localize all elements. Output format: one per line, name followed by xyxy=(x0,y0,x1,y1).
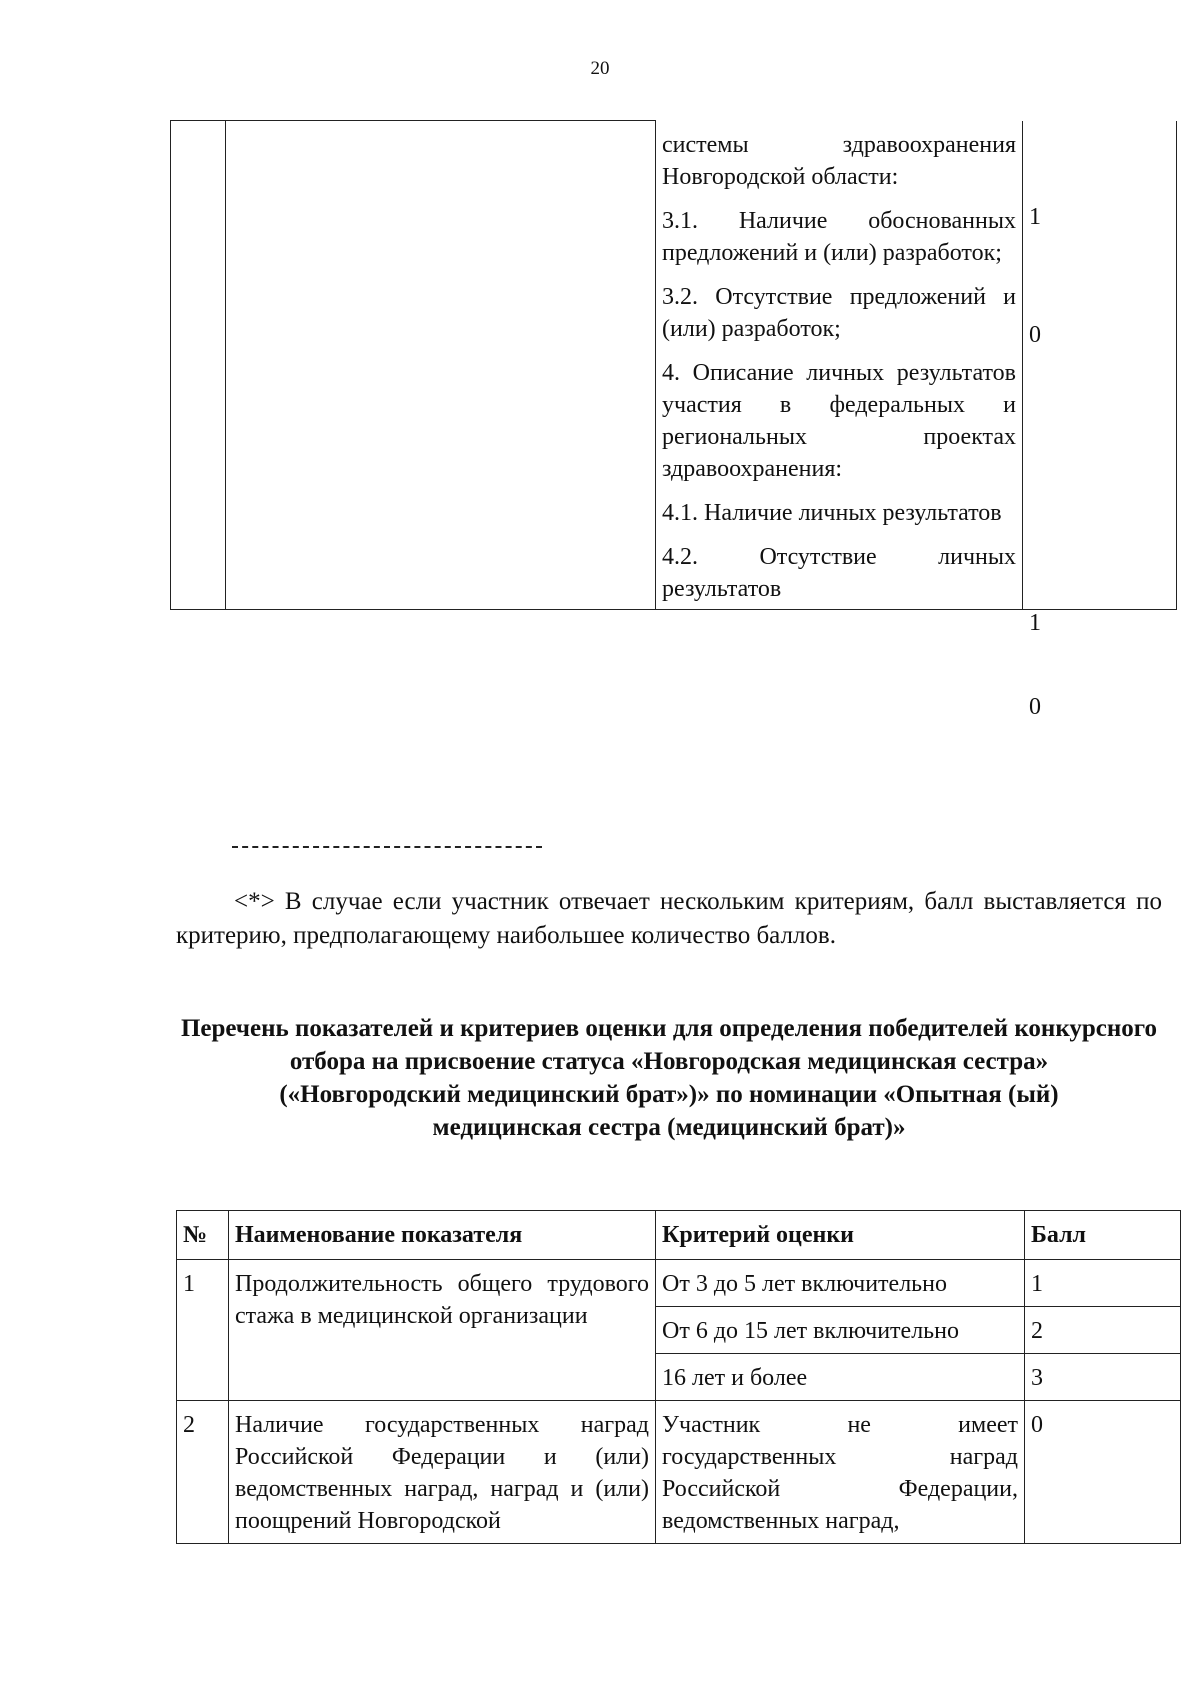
heading-line: Перечень показателей и критериев оценки для определения победителей конкурсного xyxy=(180,1015,1157,1042)
criterion-text: От 6 до 15 лет включительно xyxy=(656,1307,1025,1354)
header-criterion: Критерий оценки xyxy=(656,1211,1025,1260)
row-num: 2 xyxy=(177,1401,229,1544)
criteria-cell-continued xyxy=(656,121,1023,610)
header-num: № xyxy=(177,1211,229,1260)
name-cell-continued xyxy=(226,121,656,610)
ball-value: 3 xyxy=(1025,1354,1181,1401)
page-number: 20 xyxy=(590,58,610,79)
header-ball: Балл xyxy=(1025,1211,1181,1260)
ball-value: 0 xyxy=(1029,693,1041,720)
num-cell-continued xyxy=(171,121,226,610)
criterion-text: От 3 до 5 лет включительно xyxy=(656,1260,1025,1307)
ball-value: 1 xyxy=(1025,1260,1181,1307)
ball-value: 1 xyxy=(1029,203,1041,230)
table-row xyxy=(177,1260,1181,1307)
table-header-row xyxy=(177,1211,1181,1260)
criteria-intro-line: Новгородской области: xyxy=(662,163,899,190)
criterion-item: 4. Описание личных результатов участия в федеральных и региональных проектах здравоохранения: xyxy=(662,359,1016,482)
footnote-text: <*> В случае если участник отвечает нескольким критериям, балл выставляется по критерию, предполагающему наибольшее количество баллов. xyxy=(176,888,1162,949)
criterion-item: 3.1. Наличие обоснованных предложений и (или) разработок; xyxy=(662,207,1016,266)
heading-line: медицинская сестра (медицинский брат)» xyxy=(432,1114,906,1141)
indicator-name: Продолжительность общего трудового стажа в медицинской организации xyxy=(229,1260,656,1401)
criteria-intro-line: системы здравоохранения xyxy=(662,131,1016,158)
heading-line: («Новгородский медицинский брат»)» по номинации «Опытная (ый) xyxy=(279,1081,1059,1108)
row-num: 1 xyxy=(177,1260,229,1401)
footnote-rule xyxy=(232,846,542,848)
ball-value: 1 xyxy=(1029,609,1041,636)
section-heading xyxy=(176,1012,1162,1144)
indicator-name: Наличие государственных наград Российской Федерации и (или) ведомственных наград, наград и (или) поощрений Новгородской xyxy=(229,1401,656,1544)
header-name: Наименование показателя xyxy=(229,1211,656,1260)
continuation-table xyxy=(170,120,1177,720)
heading-line: отбора на присвоение статуса «Новгородская медицинская сестра» xyxy=(289,1048,1049,1075)
criterion-text: 16 лет и более xyxy=(656,1354,1025,1401)
ball-value: 2 xyxy=(1025,1307,1181,1354)
ball-value: 0 xyxy=(1025,1401,1181,1544)
ball-value: 0 xyxy=(1029,321,1041,348)
table-row xyxy=(177,1401,1181,1544)
criteria-table xyxy=(176,1210,1181,1544)
criterion-item: 3.2. Отсутствие предложений и (или) разработок; xyxy=(662,283,1016,342)
criterion-text: Участник не имеет государственных наград Российской Федерации, ведомственных наград, xyxy=(656,1401,1025,1544)
criterion-item: 4.2. Отсутствие личных результатов xyxy=(662,543,1016,602)
criterion-item: 4.1. Наличие личных результатов xyxy=(662,499,1002,526)
ball-cell-continued xyxy=(1023,121,1177,720)
